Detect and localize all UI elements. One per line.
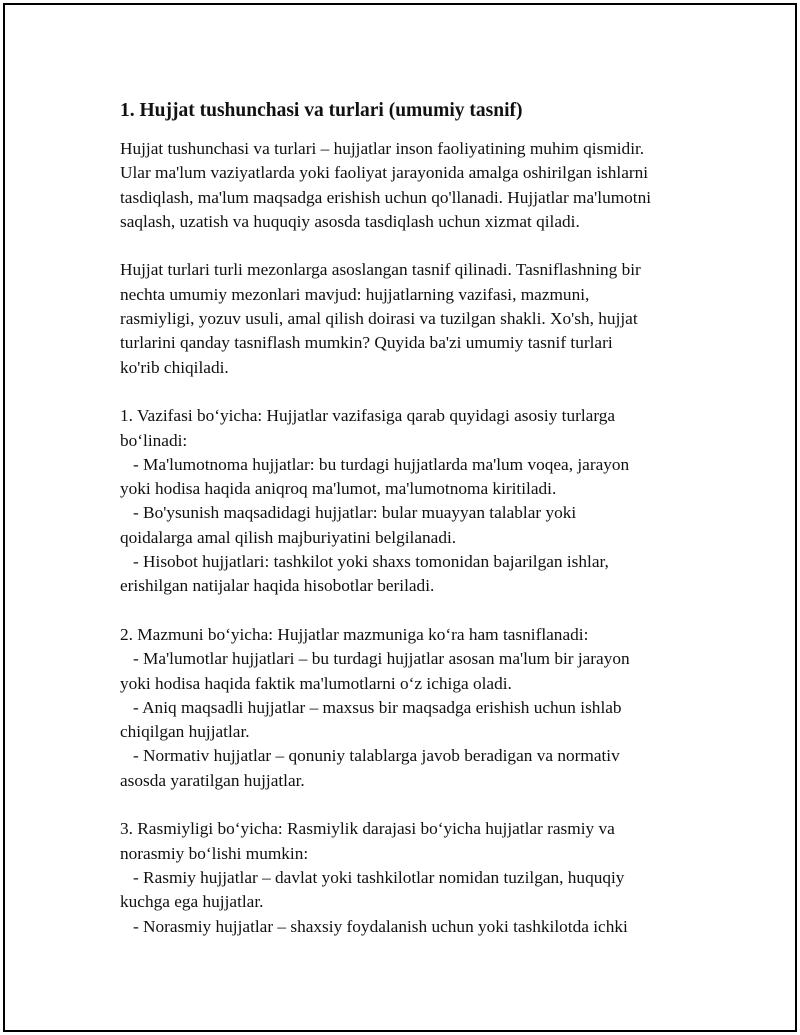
text-line: - Norasmiy hujjatlar – shaxsiy foydalanish uchun yoki tashkilotda ichki xyxy=(120,916,628,936)
document-title: 1. Hujjat tushunchasi va turlari (umumiy tasnif) xyxy=(120,100,523,121)
paragraph-gap xyxy=(120,599,720,623)
text-line: tasdiqlash, ma'lum maqsadga erishish uchun qo'llanadi. Hujjatlar ma'lumotni xyxy=(120,187,652,207)
text-line: - Rasmiy hujjatlar – davlat yoki tashkilotlar nomidan tuzilgan, huquqiy xyxy=(120,867,625,887)
paragraph xyxy=(120,258,720,379)
paragraph-gap xyxy=(120,793,720,817)
text-line: 3. Rasmiyligi bo‘yicha: Rasmiylik darajasi bo‘yicha hujjatlar rasmiy va xyxy=(120,819,615,839)
paragraph xyxy=(120,404,720,598)
text-line: - Bo'ysunish maqsadidagi hujjatlar: bular muayyan talablar yoki xyxy=(120,503,577,523)
text-line: 1. Vazifasi bo‘yicha: Hujjatlar vazifasiga qarab quyidagi asosiy turlarga xyxy=(120,406,616,426)
text-line: Hujjat tushunchasi va turlari – hujjatlar inson faoliyatining muhim qismidir. xyxy=(120,139,645,158)
page-frame xyxy=(3,3,797,1032)
text-line: turlarini qanday tasniflash mumkin? Quyida ba'zi umumiy tasnif turlari xyxy=(120,333,613,353)
text-line: 2. Mazmuni bo‘yicha: Hujjatlar mazmuniga ko‘ra ham tasniflanadi: xyxy=(120,624,589,644)
paragraph-list xyxy=(120,137,720,939)
text-line: saqlash, uzatish va huquqiy asosda tasdiqlash uchun xizmat qiladi. xyxy=(120,211,580,231)
paragraph-gap xyxy=(120,380,720,404)
text-line: nechta umumiy mezonlari mavjud: hujjatlarning vazifasi, mazmuni, xyxy=(120,284,590,304)
text-line: bo‘linadi: xyxy=(120,430,188,450)
text-line: rasmiyligi, yozuv usuli, amal qilish doirasi va tuzilgan shakli. Xo'sh, hujjat xyxy=(120,309,638,329)
text-line: - Ma'lumotlar hujjatlari – bu turdagi hujjatlar asosan ma'lum bir jarayon xyxy=(120,649,630,669)
document-body xyxy=(120,98,720,939)
text-line: - Normativ hujjatlar – qonuniy talablarga javob beradigan va normativ xyxy=(120,746,620,766)
paragraph xyxy=(120,817,720,938)
text-line: erishilgan natijalar haqida hisobotlar beriladi. xyxy=(120,576,435,596)
text-line: ko'rib chiqiladi. xyxy=(120,357,229,377)
text-line: - Aniq maqsadli hujjatlar – maxsus bir maqsadga erishish uchun ishlab xyxy=(120,697,622,717)
paragraph xyxy=(120,137,720,234)
text-line: yoki hodisa haqida aniqroq ma'lumot, ma'lumotnoma kiritiladi. xyxy=(120,479,557,499)
text-line: chiqilgan hujjatlar. xyxy=(120,722,250,742)
text-line: qoidalarga amal qilish majburiyatini belgilanadi. xyxy=(120,527,457,547)
text-line: yoki hodisa haqida faktik ma'lumotlarni o‘z ichiga oladi. xyxy=(120,673,512,693)
text-line: - Hisobot hujjatlari: tashkilot yoki shaxs tomonidan bajarilgan ishlar, xyxy=(120,552,609,572)
text-line: kuchga ega hujjatlar. xyxy=(120,892,264,912)
text-line: Ular ma'lum vaziyatlarda yoki faoliyat jarayonida amalga oshirilgan ishlarni xyxy=(120,163,649,183)
text-line: - Ma'lumotnoma hujjatlar: bu turdagi hujjatlarda ma'lum voqea, jarayon xyxy=(120,454,630,474)
text-line: norasmiy bo‘lishi mumkin: xyxy=(120,843,309,863)
paragraph-gap xyxy=(120,234,720,258)
text-line: Hujjat turlari turli mezonlarga asoslangan tasnif qilinadi. Tasniflashning bir xyxy=(120,260,641,280)
paragraph xyxy=(120,623,720,793)
text-line: asosda yaratilgan hujjatlar. xyxy=(120,770,305,790)
